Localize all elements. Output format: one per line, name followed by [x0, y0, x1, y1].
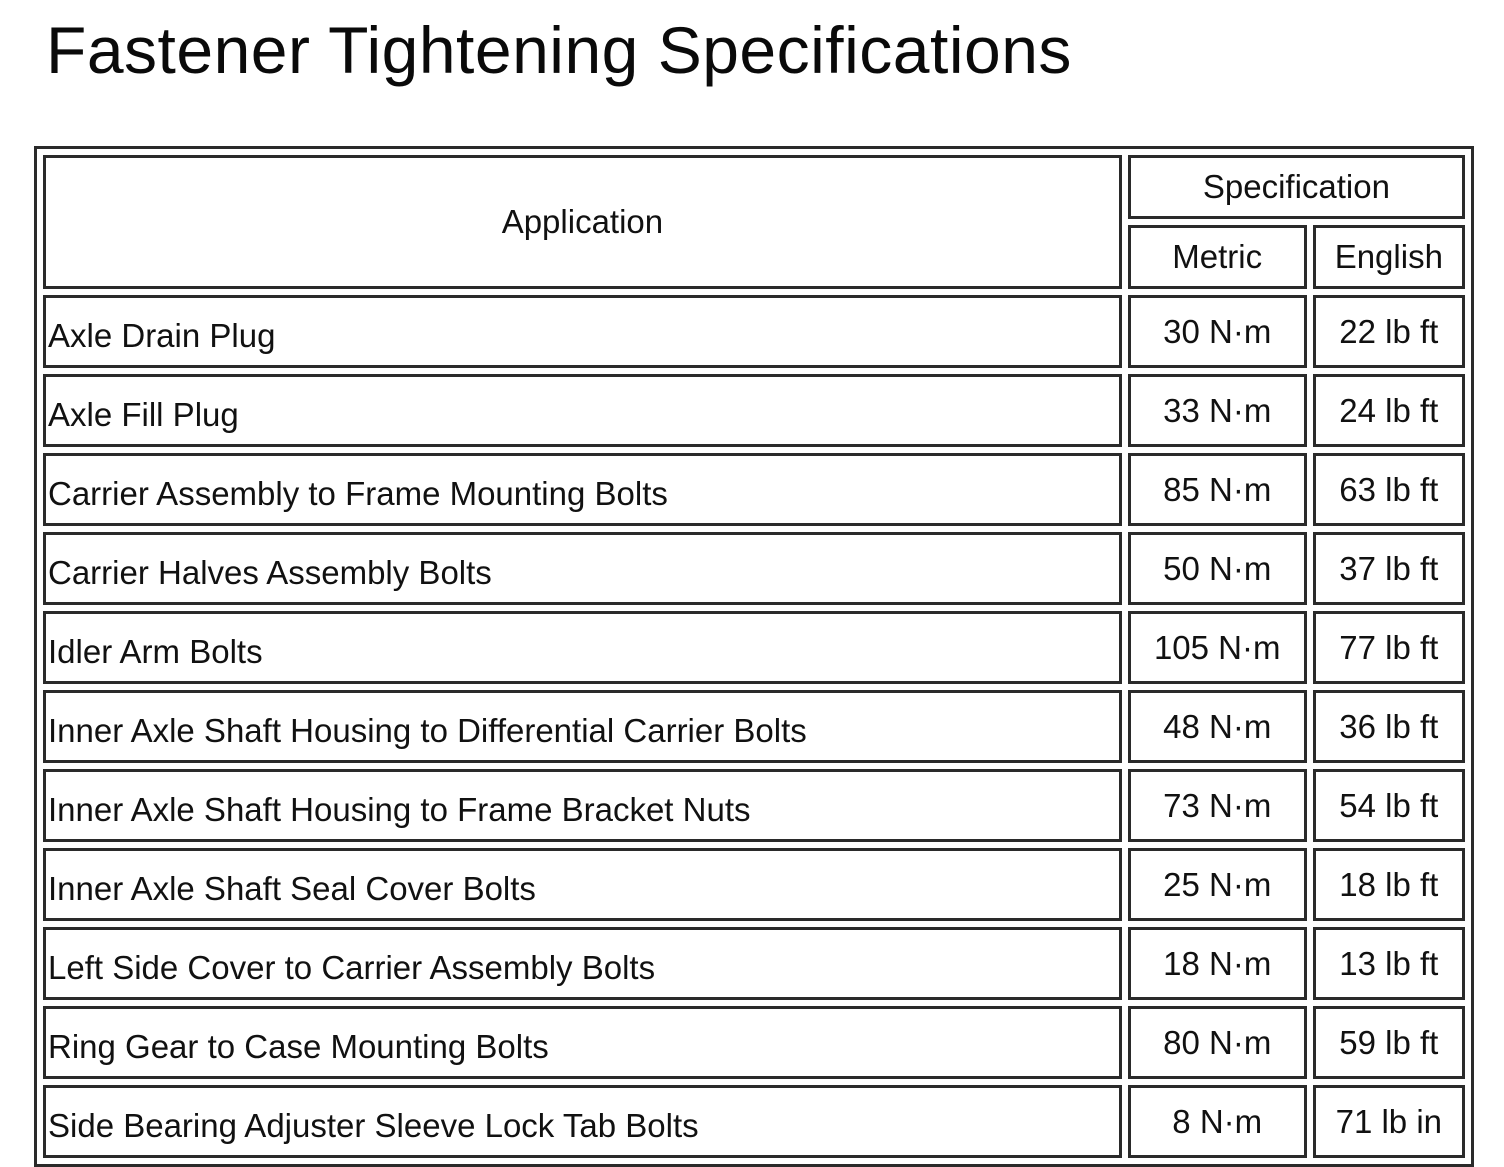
- header-specification: Specification: [1128, 155, 1465, 219]
- table-row: [43, 374, 1465, 447]
- header-application: Application: [43, 155, 1122, 289]
- table-row: [43, 1085, 1465, 1158]
- table-row: [43, 690, 1465, 763]
- application-cell: Axle Fill Plug: [43, 374, 1122, 447]
- application-cell: Side Bearing Adjuster Sleeve Lock Tab Bolts: [43, 1085, 1122, 1158]
- application-cell: Inner Axle Shaft Housing to Differential Carrier Bolts: [43, 690, 1122, 763]
- english-cell: 22 lb ft: [1313, 295, 1465, 368]
- application-cell: Carrier Assembly to Frame Mounting Bolts: [43, 453, 1122, 526]
- application-cell: Inner Axle Shaft Housing to Frame Bracket Nuts: [43, 769, 1122, 842]
- application-cell: Axle Drain Plug: [43, 295, 1122, 368]
- metric-cell: 25 N·m: [1128, 848, 1307, 921]
- table-row: [43, 1006, 1465, 1079]
- table-row: [43, 769, 1465, 842]
- metric-cell: 33 N·m: [1128, 374, 1307, 447]
- application-cell: Left Side Cover to Carrier Assembly Bolts: [43, 927, 1122, 1000]
- header-metric: Metric: [1128, 225, 1307, 289]
- table-row: [43, 453, 1465, 526]
- english-cell: 59 lb ft: [1313, 1006, 1465, 1079]
- metric-cell: 85 N·m: [1128, 453, 1307, 526]
- english-cell: 63 lb ft: [1313, 453, 1465, 526]
- metric-cell: 73 N·m: [1128, 769, 1307, 842]
- english-cell: 37 lb ft: [1313, 532, 1465, 605]
- english-cell: 24 lb ft: [1313, 374, 1465, 447]
- metric-cell: 105 N·m: [1128, 611, 1307, 684]
- metric-cell: 8 N·m: [1128, 1085, 1307, 1158]
- page-title: Fastener Tightening Specifications: [46, 13, 1072, 87]
- application-cell: Idler Arm Bolts: [43, 611, 1122, 684]
- metric-cell: 30 N·m: [1128, 295, 1307, 368]
- english-cell: 18 lb ft: [1313, 848, 1465, 921]
- metric-cell: 50 N·m: [1128, 532, 1307, 605]
- english-cell: 77 lb ft: [1313, 611, 1465, 684]
- english-cell: 71 lb in: [1313, 1085, 1465, 1158]
- english-cell: 36 lb ft: [1313, 690, 1465, 763]
- header-english: English: [1313, 225, 1465, 289]
- metric-cell: 80 N·m: [1128, 1006, 1307, 1079]
- english-cell: 54 lb ft: [1313, 769, 1465, 842]
- application-cell: Ring Gear to Case Mounting Bolts: [43, 1006, 1122, 1079]
- application-cell: Inner Axle Shaft Seal Cover Bolts: [43, 848, 1122, 921]
- metric-cell: 18 N·m: [1128, 927, 1307, 1000]
- header-row-top: [43, 155, 1465, 219]
- fastener-spec-table: [34, 146, 1474, 1167]
- table-row: [43, 532, 1465, 605]
- english-cell: 13 lb ft: [1313, 927, 1465, 1000]
- table-row: [43, 927, 1465, 1000]
- application-cell: Carrier Halves Assembly Bolts: [43, 532, 1122, 605]
- table-row: [43, 611, 1465, 684]
- metric-cell: 48 N·m: [1128, 690, 1307, 763]
- table-row: [43, 295, 1465, 368]
- table-row: [43, 848, 1465, 921]
